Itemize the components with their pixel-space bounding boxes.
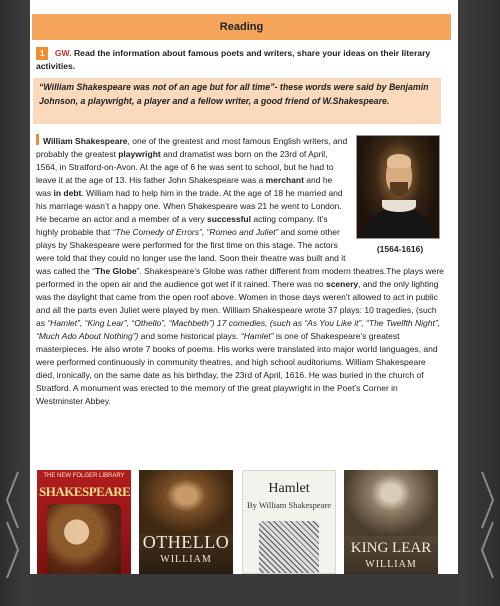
- textbook-page: [30, 0, 458, 574]
- quote-text: “William Shakespeare was not of an age but for all time”- these words were said by Benjamin Johnson, a playwright, a player and a fellow writer, a good friend of W.Shakespeare.: [39, 82, 429, 106]
- text-run: is one of Shakespeare’s greatest masterpieces. He also wrote 7 books of poems. His works were translated into major world languages, and were performed continuously in community theatres, and high school auditoriums. William Shakespeare died, ironically, on the same date as his birthday, the 23rd of April, 1616. He was buried in the church of Stratford. A monument was erected to the memory of the great playwright in the Poet’s Corner in Westminster Abbey.: [36, 331, 438, 406]
- section-header: [32, 14, 451, 40]
- text-run: and dramatist was born on the 23rd of April, 1564, in Stratford-on-Avon. At the age of 6 he was sent to school, but he had to leave it at the age of 13. His father John Shakespeare was a: [36, 149, 334, 185]
- portrait-figure: [356, 135, 444, 259]
- book-cover-hamlet: [242, 470, 336, 574]
- book-covers-row: [37, 470, 447, 574]
- shakespeare-portrait-image: [356, 135, 440, 239]
- text-run: and some other plays by Shakespeare were performed for the first time on this stage. The actors were told that they could no longer use the land. Soon their theatre was built and it was called the “: [36, 227, 346, 276]
- vocab-the-globe: The Globe: [95, 266, 137, 276]
- book-cover-art: [259, 521, 319, 574]
- book-title: SHAKESPEARE: [39, 484, 131, 499]
- task-text: Read the information about famous poets and writers, share your ideas on their literary activities.: [36, 48, 431, 71]
- book-cover-art: [47, 504, 121, 574]
- article-body: [36, 134, 446, 408]
- task-number-badge: 1: [36, 47, 48, 60]
- paragraph-marker: [36, 134, 39, 145]
- vocab-successful: successful: [207, 214, 251, 224]
- previous-page-arrow-lower-icon[interactable]: [4, 520, 22, 580]
- book-title: OTHELLO: [142, 532, 230, 552]
- book-cover-othello: [139, 470, 233, 574]
- portrait-caption: (1564-1616): [376, 244, 424, 254]
- text-run: , one of the greatest and most famous English writers, and probably the greatest: [36, 136, 348, 159]
- book-cover-art: [344, 470, 438, 536]
- task-instruction: [36, 47, 446, 73]
- book-author: WILLIAM: [365, 559, 417, 570]
- vocab-in-debt: in debt: [53, 188, 82, 198]
- text-run: ”. Shakespeare’s Globe was rather different from modern theatres.The plays were performed in the open air and the audience got wet if it rained. There was no: [36, 266, 444, 289]
- book-series-label: THE NEW FOLGER LIBRARY: [43, 473, 125, 479]
- play-titles-italic: “The Comedy of Errors”, “Romeo and Juliet”: [112, 227, 279, 237]
- play-title-hamlet: “Hamlet”: [240, 331, 274, 341]
- quote-box: [33, 78, 441, 124]
- next-page-arrow-lower-icon[interactable]: [478, 520, 496, 580]
- text-run: , and the only lighting was the daylight that came from the open roof above. Women in those days weren’t allowed to act in public and all the parts even Juliet were played by men. William Shakespeare wrote 37 plays: 10 tragedies, (such as: [36, 279, 439, 328]
- vocab-playwright: playwright: [118, 149, 161, 159]
- book-author: By William Shakespeare: [246, 500, 331, 510]
- book-cover-king-lear: [344, 470, 438, 574]
- text-run: and some historical plays.: [138, 331, 241, 341]
- text-run: acting company. It’s highly probable that: [36, 214, 328, 237]
- text-run: . William had to help him in the trade. At the age of 18 he married and his marriage wasn’t a happy one. When Shakespeare was 21 he went to London. He became an actor and a member of a very: [36, 188, 343, 224]
- section-title: Reading: [219, 21, 264, 33]
- author-name: William Shakespeare: [43, 136, 128, 146]
- vocab-merchant: merchant: [265, 175, 304, 185]
- task-code: GW.: [54, 48, 72, 58]
- book-cover-shakespeare: [37, 470, 131, 574]
- book-cover-art: [139, 470, 233, 534]
- book-title: Hamlet: [268, 481, 310, 496]
- text-run: and he was: [36, 175, 333, 198]
- book-title: KING LEAR: [350, 540, 432, 556]
- vocab-scenery: scenery: [325, 279, 359, 289]
- play-titles-italic: “Hamlet”, “King Lear”, “Othello”, “Machbeth”) 17 comedies, (such as “As You Like it”, “The Twelfth Night”, “Much Ado About Nothing”): [36, 318, 441, 341]
- book-author: WILLIAM: [160, 554, 212, 565]
